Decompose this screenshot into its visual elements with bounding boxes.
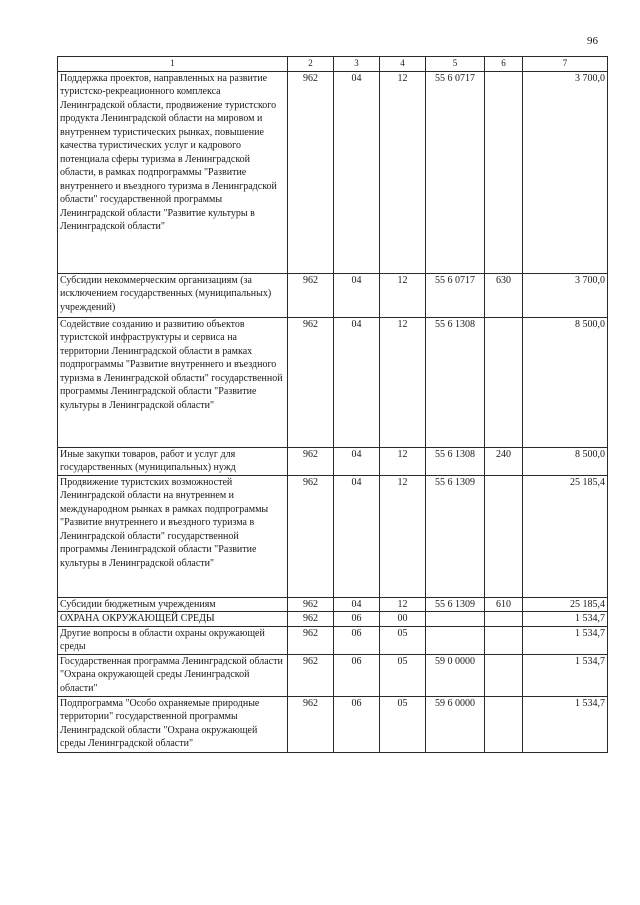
column-header: 3 xyxy=(334,57,380,72)
row-description: Государственная программа Ленинградской области "Охрана окружающей среды Ленинградской области" xyxy=(58,654,288,696)
row-target-article xyxy=(426,626,485,654)
row-section: 06 xyxy=(334,696,380,752)
row-subsection: 12 xyxy=(380,447,426,475)
row-description: ОХРАНА ОКРУЖАЮЩЕЙ СРЕДЫ xyxy=(58,612,288,627)
row-target-article: 55 6 1309 xyxy=(426,475,485,597)
row-admin-code: 962 xyxy=(288,475,334,597)
table-row xyxy=(58,317,608,447)
row-description: Субсидии некоммерческим организациям (за исключением государственных (муниципальных) учреждений) xyxy=(58,273,288,317)
row-target-article: 55 6 0717 xyxy=(426,273,485,317)
table-row xyxy=(58,612,608,627)
column-header: 7 xyxy=(523,57,608,72)
table-row xyxy=(58,447,608,475)
row-admin-code: 962 xyxy=(288,626,334,654)
table-row xyxy=(58,696,608,752)
row-subsection: 12 xyxy=(380,475,426,597)
row-expense-type xyxy=(485,475,523,597)
row-target-article: 55 6 1309 xyxy=(426,597,485,612)
row-expense-type: 240 xyxy=(485,447,523,475)
row-description: Содействие созданию и развитию объектов туристской инфраструктуры и сервиса на территории Ленинградской области в рамках подпрограммы "Развитие внутреннего и въездного туризма в Ленинградской области" государственной программы Ленинградской области "Развитие культуры в Ленинградской области" xyxy=(58,317,288,447)
row-admin-code: 962 xyxy=(288,597,334,612)
row-admin-code: 962 xyxy=(288,612,334,627)
table-row xyxy=(58,71,608,273)
row-amount: 8 500,0 xyxy=(523,447,608,475)
table-row xyxy=(58,273,608,317)
row-section: 06 xyxy=(334,654,380,696)
row-expense-type: 630 xyxy=(485,273,523,317)
row-description: Подпрограмма "Особо охраняемые природные территории" государственной программы Ленинградской области "Охрана окружающей среды Ленинградской области" xyxy=(58,696,288,752)
row-section: 06 xyxy=(334,626,380,654)
row-description: Другие вопросы в области охраны окружающей среды xyxy=(58,626,288,654)
row-amount: 1 534,7 xyxy=(523,612,608,627)
row-admin-code: 962 xyxy=(288,71,334,273)
column-header: 2 xyxy=(288,57,334,72)
table-row xyxy=(58,626,608,654)
column-header: 4 xyxy=(380,57,426,72)
row-section: 06 xyxy=(334,612,380,627)
row-expense-type: 610 xyxy=(485,597,523,612)
row-target-article: 59 6 0000 xyxy=(426,696,485,752)
row-amount: 1 534,7 xyxy=(523,654,608,696)
row-description: Субсидии бюджетным учреждениям xyxy=(58,597,288,612)
row-description: Иные закупки товаров, работ и услуг для государственных (муниципальных) нужд xyxy=(58,447,288,475)
row-amount: 1 534,7 xyxy=(523,626,608,654)
row-target-article: 55 6 1308 xyxy=(426,317,485,447)
row-subsection: 05 xyxy=(380,626,426,654)
table-row xyxy=(58,475,608,597)
row-section: 04 xyxy=(334,447,380,475)
budget-table xyxy=(57,56,608,753)
row-section: 04 xyxy=(334,475,380,597)
row-target-article: 55 6 0717 xyxy=(426,71,485,273)
row-subsection: 05 xyxy=(380,696,426,752)
row-amount: 3 700,0 xyxy=(523,71,608,273)
row-subsection: 12 xyxy=(380,317,426,447)
row-expense-type xyxy=(485,71,523,273)
row-description: Поддержка проектов, направленных на развитие туристско-рекреационного комплекса Ленинградской области, продвижение туристского продукта Ленинградской области на мировом и внутреннем туристических рынках, повышение качества туристических услуг и кадрового потенциала сферы туризма в Ленинградской области, в рамках подпрограммы "Развитие внутреннего и въездного туризма в Ленинградской области" государственной программы Ленинградской области "Развитие культуры в Ленинградской области" xyxy=(58,71,288,273)
column-header: 6 xyxy=(485,57,523,72)
table-row xyxy=(58,654,608,696)
row-expense-type xyxy=(485,654,523,696)
row-section: 04 xyxy=(334,317,380,447)
row-expense-type xyxy=(485,317,523,447)
row-amount: 3 700,0 xyxy=(523,273,608,317)
row-expense-type xyxy=(485,626,523,654)
row-expense-type xyxy=(485,612,523,627)
row-expense-type xyxy=(485,696,523,752)
page-number: 96 xyxy=(587,35,598,47)
row-subsection: 12 xyxy=(380,273,426,317)
row-target-article: 55 6 1308 xyxy=(426,447,485,475)
row-admin-code: 962 xyxy=(288,273,334,317)
row-admin-code: 962 xyxy=(288,696,334,752)
row-target-article xyxy=(426,612,485,627)
row-amount: 8 500,0 xyxy=(523,317,608,447)
row-amount: 25 185,4 xyxy=(523,475,608,597)
row-subsection: 12 xyxy=(380,71,426,273)
row-amount: 25 185,4 xyxy=(523,597,608,612)
row-admin-code: 962 xyxy=(288,654,334,696)
row-subsection: 00 xyxy=(380,612,426,627)
row-subsection: 12 xyxy=(380,597,426,612)
row-admin-code: 962 xyxy=(288,447,334,475)
column-header: 1 xyxy=(58,57,288,72)
table-row xyxy=(58,597,608,612)
row-section: 04 xyxy=(334,273,380,317)
column-header-row xyxy=(58,57,608,72)
row-target-article: 59 0 0000 xyxy=(426,654,485,696)
row-section: 04 xyxy=(334,597,380,612)
row-section: 04 xyxy=(334,71,380,273)
row-amount: 1 534,7 xyxy=(523,696,608,752)
column-header: 5 xyxy=(426,57,485,72)
row-subsection: 05 xyxy=(380,654,426,696)
row-admin-code: 962 xyxy=(288,317,334,447)
row-description: Продвижение туристских возможностей Ленинградской области на внутреннем и международном рынках в рамках подпрограммы "Развитие внутреннего и въездного туризма в Ленинградской области" государственной программы Ленинградской области "Развитие культуры в Ленинградской области" xyxy=(58,475,288,597)
